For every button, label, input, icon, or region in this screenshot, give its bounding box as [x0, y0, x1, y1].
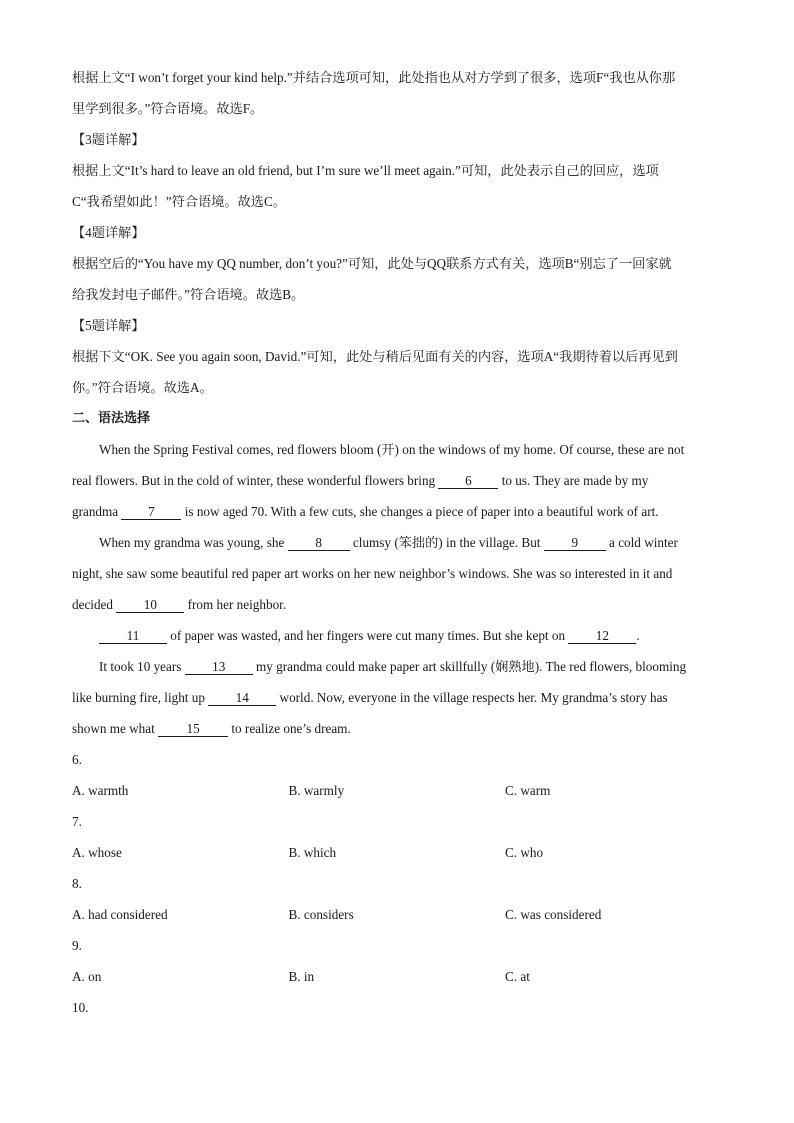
passage-line: [72, 434, 724, 465]
explanation-line: 里学到很多。”符合语境。故选F。: [72, 101, 264, 116]
passage-text: like burning fire, light up: [72, 690, 209, 705]
passage-text: It took 10 years: [99, 659, 185, 674]
option-b[interactable]: B. which: [288, 845, 337, 860]
blank-8: 8: [288, 535, 350, 551]
question-number: 9.: [72, 938, 82, 953]
option-a[interactable]: A. had considered: [72, 907, 168, 922]
blank-14: 14: [208, 690, 276, 706]
passage-line: [72, 558, 724, 589]
passage-line: [72, 496, 724, 527]
passage: [72, 434, 724, 744]
passage-line: [72, 465, 724, 496]
passage-text: my grandma could make paper art skillfully (娴熟地). The red flowers, blooming: [252, 659, 687, 674]
passage-text: grandma: [72, 504, 122, 519]
passage-text: a cold winter: [605, 535, 678, 550]
explanation-heading-3: 【3题详解】: [72, 132, 145, 147]
passage-line: [72, 589, 724, 620]
passage-text: to realize one’s dream.: [228, 721, 351, 736]
blank-10: 10: [116, 597, 184, 613]
passage-text: .: [636, 628, 640, 643]
document-page: [72, 62, 724, 1023]
passage-line: [72, 527, 724, 558]
option-row: [72, 775, 724, 806]
passage-text: from her neighbor.: [184, 597, 287, 612]
option-b[interactable]: B. warmly: [288, 783, 345, 798]
option-a[interactable]: A. on: [72, 969, 102, 984]
passage-text: world. Now, everyone in the village respects her. My grandma’s story has: [276, 690, 668, 705]
explanation-line: 给我发封电子邮件。”符合语境。故选B。: [72, 287, 305, 302]
passage-text: is now aged 70. With a few cuts, she changes a piece of paper into a beautiful work of art.: [181, 504, 659, 519]
blank-12: 12: [568, 628, 636, 644]
option-b[interactable]: B. in: [288, 969, 315, 984]
question-number: 7.: [72, 814, 82, 829]
blank-6: 6: [438, 473, 498, 489]
passage-text: shown me what: [72, 721, 159, 736]
option-c[interactable]: C. warm: [505, 783, 551, 798]
passage-text: of paper was wasted, and her fingers were cut many times. But she kept on: [167, 628, 569, 643]
passage-text: real flowers. But in the cold of winter, these wonderful flowers bring: [72, 473, 439, 488]
blank-7: 7: [121, 504, 181, 520]
option-row: [72, 837, 724, 868]
passage-text: night, she saw some beautiful red paper art works on her new neighbor’s windows. She was so interested in it and: [72, 566, 673, 581]
option-b[interactable]: B. considers: [288, 907, 354, 922]
passage-text: When my grandma was young, she: [99, 535, 288, 550]
passage-text: When the Spring Festival comes, red flowers bloom (开) on the windows of my home. Of course, these are not: [99, 442, 685, 457]
explanation-line: 根据空后的“You have my QQ number, don’t you?”可知，此处与QQ联系方式有关，选项B“别忘了一回家就: [72, 256, 672, 271]
passage-text: to us. They are made by my: [498, 473, 649, 488]
question-number: 8.: [72, 876, 82, 891]
blank-9: 9: [544, 535, 606, 551]
explanation-line: 根据上文“I won’t forget your kind help.”并结合选项可知，此处指也从对方学到了很多，选项F“我也从你那: [72, 70, 676, 85]
option-a[interactable]: A. whose: [72, 845, 122, 860]
passage-text: decided: [72, 597, 117, 612]
explanation-line: C“我希望如此！”符合语境。故选C。: [72, 194, 286, 209]
option-c[interactable]: C. at: [505, 969, 530, 984]
explanation-heading-5: 【5题详解】: [72, 318, 145, 333]
question-number: 10.: [72, 1000, 89, 1015]
passage-line: [72, 651, 724, 682]
passage-line: [72, 682, 724, 713]
question-number: 6.: [72, 752, 82, 767]
blank-13: 13: [185, 659, 253, 675]
explanation-line: 根据上文“It’s hard to leave an old friend, but I’m sure we’ll meet again.”可知，此处表示自己的回应，选项: [72, 163, 659, 178]
option-row: [72, 899, 724, 930]
explanation-line: 你。”符合语境。故选A。: [72, 380, 213, 395]
option-c[interactable]: C. was considered: [505, 907, 602, 922]
option-a[interactable]: A. warmth: [72, 783, 129, 798]
passage-text: clumsy (笨拙的) in the village. But: [349, 535, 544, 550]
explanation-line: 根据下文“OK. See you again soon, David.”可知，此处与稍后见面有关的内容，选项A“我期待着以后再见到: [72, 349, 678, 364]
blank-11: 11: [99, 628, 167, 644]
explanation-heading-4: 【4题详解】: [72, 225, 145, 240]
question-list: [72, 744, 724, 1023]
option-c[interactable]: C. who: [505, 845, 544, 860]
section-title: 二、语法选择: [72, 411, 151, 426]
blank-15: 15: [158, 721, 228, 737]
passage-line: [72, 620, 724, 651]
passage-line: [72, 713, 724, 744]
option-row: [72, 961, 724, 992]
